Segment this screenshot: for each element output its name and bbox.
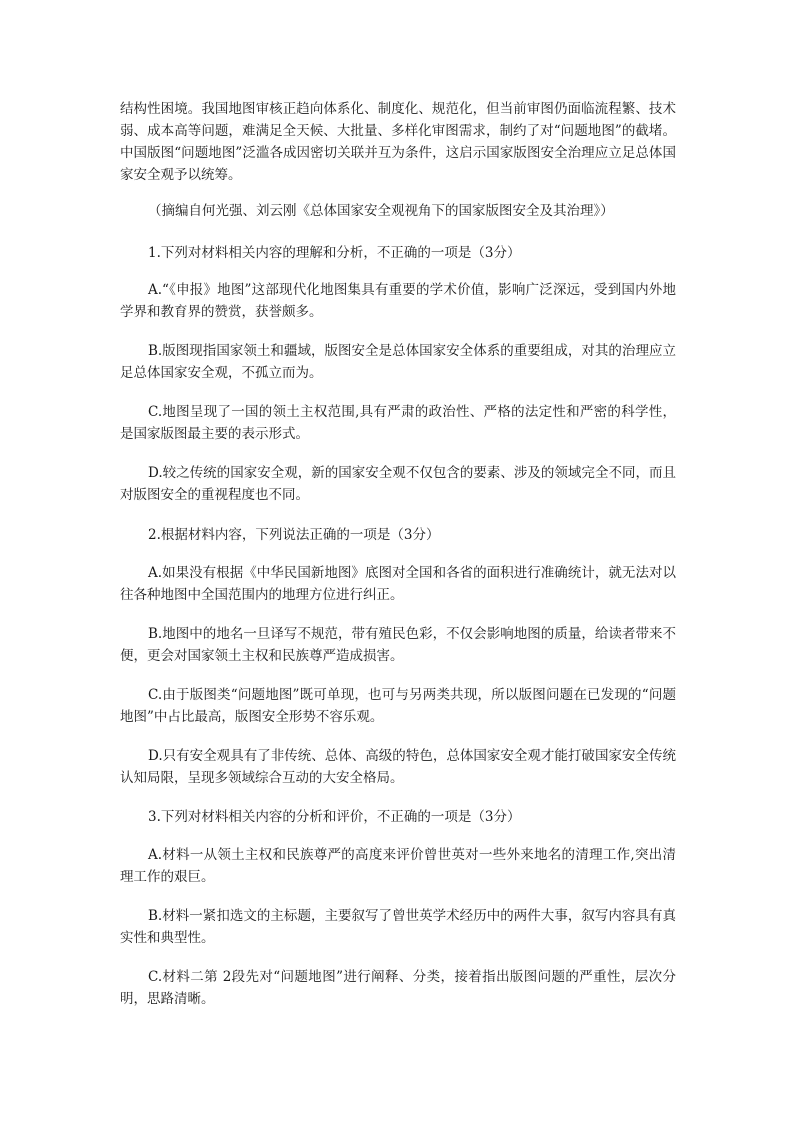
intro-paragraph: 结构性困境。我国地图审核正趋向体系化、制度化、规范化，但当前审图仍面临流程繁、技术弱、成本高等问题，难满足全天候、大批量、多样化审图需求，制约了对“问题地图”的截堵。中国版图“问题地图”泛滥各成因密切关联并互为条件，这启示国家版图安全治理应立足总体国家安全观予以统筹。 bbox=[120, 101, 676, 183]
question-1-option-b: B.版图现指国家领土和疆域，版图安全是总体国家安全体系的重要组成，对其的治理应立足总体国家安全观，不孤立而为。 bbox=[120, 343, 676, 381]
question-2-option-d: D.只有安全观具有了非传统、总体、高级的特色，总体国家安全观才能打破国家安全传统认知局限，呈现多领域综合互动的大安全格局。 bbox=[120, 748, 676, 786]
question-2-stem: 2.根据材料内容，下列说法正确的一项是（3分） bbox=[148, 527, 440, 543]
source-citation: （摘编自何光强、刘云刚《总体国家安全观视角下的国家版图安全及其治理》） bbox=[148, 203, 614, 219]
question-1-stem: 1.下列对材料相关内容的理解和分析，不正确的一项是（3分） bbox=[148, 245, 521, 261]
question-1-option-c: C.地图呈现了一国的领土主权范围,具有严肃的政治性、严格的法定性和严密的科学性，是国家版图最主要的表示形式。 bbox=[120, 404, 676, 442]
question-1-option-d: D.较之传统的国家安全观，新的国家安全观不仅包含的要素、涉及的领域完全不同，而且对版图安全的重视程度也不同。 bbox=[120, 465, 676, 503]
question-2-option-c: C.由于版图类“问题地图”既可单现，也可与另两类共现，所以版图问题在已发现的“问题地图”中占比最高，版图安全形势不容乐观。 bbox=[120, 687, 676, 725]
question-3-option-c: C.材料二第 2段先对“问题地图”进行阐释、分类，接着指出版图问题的严重性，层次分明，思路清晰。 bbox=[120, 969, 676, 1007]
question-3-stem: 3.下列对材料相关内容的分析和评价，不正确的一项是（3分） bbox=[148, 809, 521, 825]
question-3-option-b: B.材料一紧扣选文的主标题，主要叙写了曾世英学术经历中的两件大事，叙写内容具有真实性和典型性。 bbox=[120, 908, 676, 946]
question-2-option-a: A.如果没有根据《中华民国新地图》底图对全国和各省的面积进行准确统计，就无法对以往各种地图中全国范围内的地理方位进行纠正。 bbox=[120, 565, 676, 603]
question-1-option-a: A.“《申报》地图”这部现代化地图集具有重要的学术价值，影响广泛深远，受到国内外地学界和教育界的赞赏，获誉颇多。 bbox=[120, 282, 676, 320]
question-2-option-b: B.地图中的地名一旦译写不规范，带有殖民色彩，不仅会影响地图的质量，给读者带来不便，更会对国家领土主权和民族尊严造成损害。 bbox=[120, 626, 676, 664]
question-3-option-a: A.材料一从领土主权和民族尊严的高度来评价曾世英对一些外来地名的清理工作,突出清理工作的艰巨。 bbox=[120, 847, 676, 885]
